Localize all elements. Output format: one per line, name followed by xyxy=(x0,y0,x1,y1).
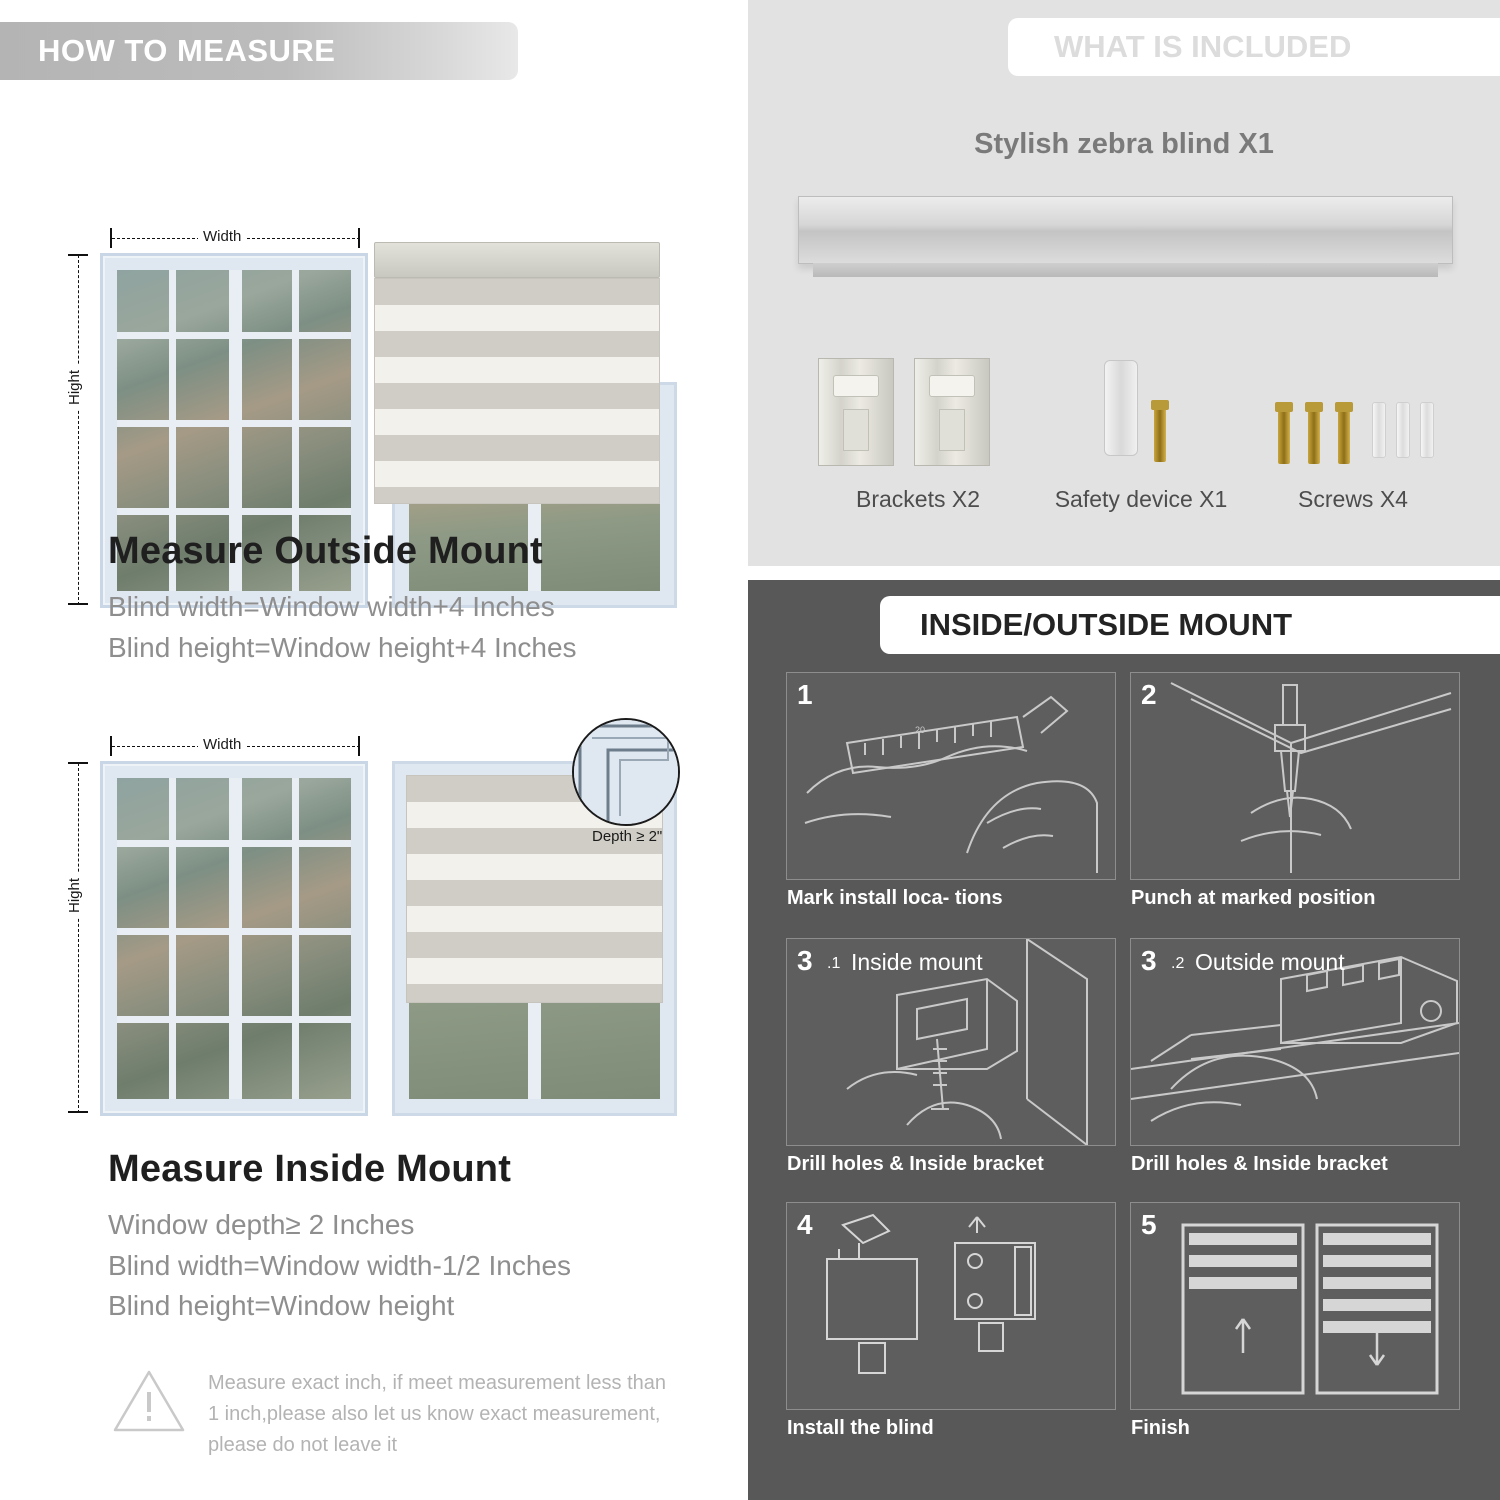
outside-mount-line1: Blind width=Window width+4 Inches xyxy=(108,591,555,622)
depth-caption: Depth ≥ 2" xyxy=(592,828,663,845)
mount-step-3-2-sub: Outside mount xyxy=(1195,949,1345,975)
outside-mount-heading xyxy=(108,530,577,668)
inside-mount-title: Measure Inside Mount xyxy=(108,1148,512,1190)
inside-mount-heading xyxy=(108,1148,571,1327)
mount-step-5-caption: Finish xyxy=(1131,1417,1190,1439)
measurement-warning-text: Measure exact inch, if meet measurement less than 1 inch,please also let us know exact measurement, please do not leave it xyxy=(208,1372,666,1456)
inside-width-label: Width xyxy=(198,736,246,753)
mount-step-3-1 xyxy=(786,938,1116,1175)
brackets-caption: Brackets X2 xyxy=(856,486,980,512)
outside-height-cap-bottom xyxy=(68,603,88,605)
inside-mount-line1: Window depth≥ 2 Inches xyxy=(108,1209,415,1240)
what-is-included-section xyxy=(748,0,1500,566)
inside-width-cap-right xyxy=(358,736,360,756)
zebra-blind-outside xyxy=(374,278,660,504)
step-1-illustration xyxy=(787,673,1115,879)
mount-step-5 xyxy=(1130,1202,1460,1439)
what-is-included-banner-label: WHAT IS INCLUDED xyxy=(1054,29,1352,64)
safety-device-item xyxy=(1104,360,1138,456)
screw-item-2 xyxy=(1308,402,1320,464)
anchor-item-1 xyxy=(1372,402,1386,458)
outside-mount-title: Measure Outside Mount xyxy=(108,530,543,572)
depth-detail-circle xyxy=(572,718,680,826)
inside-mount-line2: Blind width=Window width-1/2 Inches xyxy=(108,1249,572,1281)
mount-step-4-number: 4 xyxy=(797,1209,813,1240)
how-to-measure-banner xyxy=(0,22,518,80)
mount-step-2-caption: Punch at marked position xyxy=(1131,887,1376,909)
right-column xyxy=(748,0,1500,1500)
mount-step-4 xyxy=(786,1202,1116,1439)
step-4-illustration xyxy=(787,1203,1115,1409)
mount-step-3-1-sub: Inside mount xyxy=(851,949,983,975)
mount-step-1-number: 1 xyxy=(797,679,813,710)
mount-step-3-1-subnumber: .1 xyxy=(827,955,841,972)
window-inside-plain xyxy=(100,761,368,1116)
mount-step-2-number: 2 xyxy=(1141,679,1157,710)
mount-step-3-2-caption: Drill holes & Inside bracket xyxy=(1131,1153,1388,1175)
bracket-item-2 xyxy=(914,358,990,466)
step-2-illustration xyxy=(1131,673,1459,879)
measurement-warning xyxy=(112,1368,672,1461)
mount-step-3-1-caption: Drill holes & Inside bracket xyxy=(787,1153,1044,1175)
svg-text:20: 20 xyxy=(915,725,926,735)
included-product-title: Stylish zebra blind X1 xyxy=(974,128,1274,160)
safety-device-caption: Safety device X1 xyxy=(1054,486,1228,512)
what-is-included-banner xyxy=(1008,18,1500,76)
screws-caption: Screws X4 xyxy=(1298,486,1408,512)
inside-width-cap-left xyxy=(110,736,112,756)
inside-outside-mount-section xyxy=(748,580,1500,1500)
outside-width-cap-left xyxy=(110,228,112,248)
inside-height-cap-bottom xyxy=(68,1111,88,1113)
anchor-item-2 xyxy=(1396,402,1410,458)
bracket-item-1 xyxy=(818,358,894,466)
warning-triangle-icon xyxy=(112,1368,186,1434)
outside-mount-illustration xyxy=(0,110,742,510)
inside-height-label: Hight xyxy=(66,873,83,918)
mount-step-2 xyxy=(1130,672,1460,909)
blind-valance-outside xyxy=(374,242,660,278)
outside-height-label: Hight xyxy=(66,365,83,410)
how-to-measure-banner-label: HOW TO MEASURE xyxy=(38,33,336,68)
mount-step-3-2-number: 3 xyxy=(1141,945,1157,976)
how-to-measure-section xyxy=(0,0,742,1500)
anchor-item-3 xyxy=(1420,402,1434,458)
mount-step-5-number: 5 xyxy=(1141,1209,1157,1240)
inside-mount-line3: Blind height=Window height xyxy=(108,1290,455,1322)
outside-height-dimension-line xyxy=(78,255,79,605)
mount-step-4-caption: Install the blind xyxy=(787,1417,934,1439)
mount-step-1-caption: Mark install loca- tions xyxy=(787,887,1003,909)
outside-width-cap-right xyxy=(358,228,360,248)
inside-height-cap-top xyxy=(68,762,88,764)
inside-outside-mount-banner xyxy=(880,596,1500,654)
outside-width-label: Width xyxy=(198,228,246,245)
safety-device-screw xyxy=(1154,400,1166,462)
mount-step-1 xyxy=(786,672,1116,909)
mount-step-3-2-subnumber: .2 xyxy=(1171,955,1185,972)
screw-item-1 xyxy=(1278,402,1290,464)
inside-height-dimension-line xyxy=(78,763,79,1113)
zebra-blind-headrail xyxy=(798,196,1453,264)
mount-step-3-2 xyxy=(1130,938,1460,1175)
step-5-illustration xyxy=(1131,1203,1459,1409)
outside-height-cap-top xyxy=(68,254,88,256)
outside-mount-line2: Blind height=Window height+4 Inches xyxy=(108,631,577,663)
mount-step-3-1-number: 3 xyxy=(797,945,813,976)
inside-outside-mount-banner-label: INSIDE/OUTSIDE MOUNT xyxy=(920,607,1293,642)
inside-mount-illustration xyxy=(0,728,742,1128)
screw-item-3 xyxy=(1338,402,1350,464)
